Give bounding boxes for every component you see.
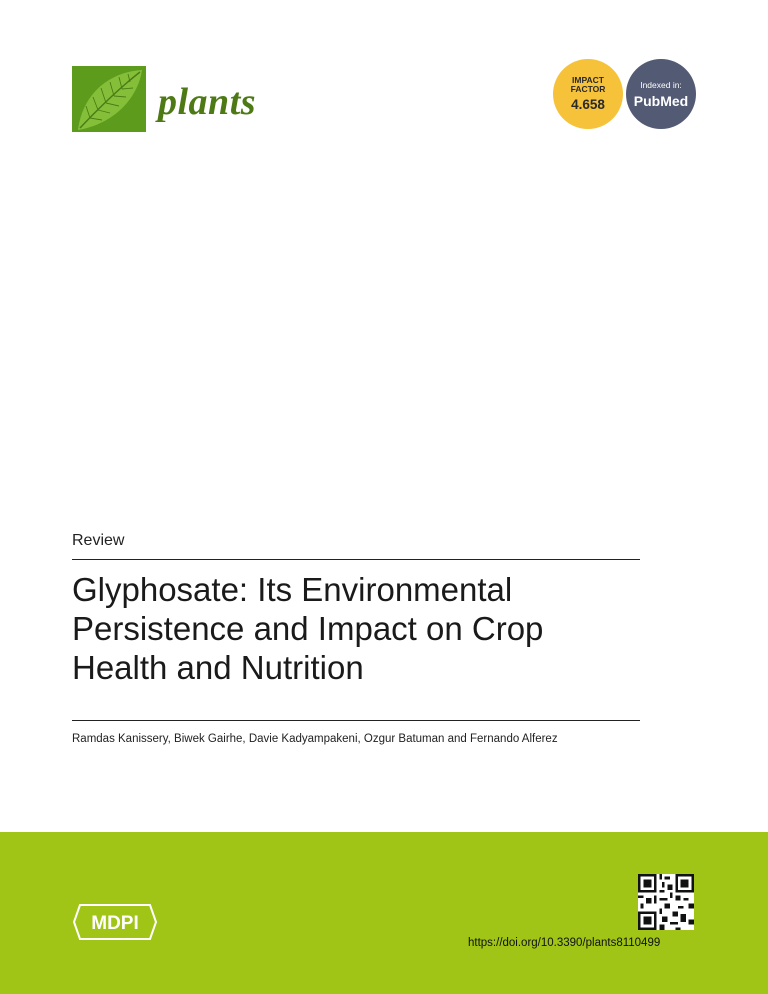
indexed-value: PubMed bbox=[633, 92, 689, 109]
indexed-label: Indexed in: bbox=[640, 79, 682, 90]
footer-band bbox=[0, 832, 768, 994]
doi-link[interactable]: https://doi.org/10.3390/plants8110499 bbox=[468, 937, 661, 949]
impact-factor-badge bbox=[553, 59, 623, 129]
impact-factor-label-1: IMPACT bbox=[572, 75, 604, 85]
title-line: Health and Nutrition bbox=[72, 649, 364, 686]
qr-code bbox=[638, 874, 694, 930]
divider-bottom bbox=[72, 720, 640, 721]
impact-factor-label-2: FACTOR bbox=[570, 84, 606, 94]
title-line: Persistence and Impact on Crop bbox=[72, 610, 544, 647]
pubmed-badge bbox=[626, 59, 696, 129]
article-title bbox=[72, 570, 632, 687]
divider-top bbox=[72, 559, 640, 560]
author-list: Ramdas Kanissery, Biwek Gairhe, Davie Kadyampakeni, Ozgur Batuman and Fernando Alferez bbox=[72, 733, 558, 745]
journal-logo bbox=[72, 66, 146, 132]
mdpi-logo bbox=[72, 903, 158, 941]
article-type: Review bbox=[72, 532, 125, 549]
publisher-name: MDPI bbox=[91, 913, 139, 934]
journal-name: plants bbox=[158, 81, 257, 123]
leaf-icon bbox=[72, 66, 146, 132]
title-line: Glyphosate: Its Environmental bbox=[72, 571, 513, 608]
impact-factor-value: 4.658 bbox=[571, 97, 605, 112]
